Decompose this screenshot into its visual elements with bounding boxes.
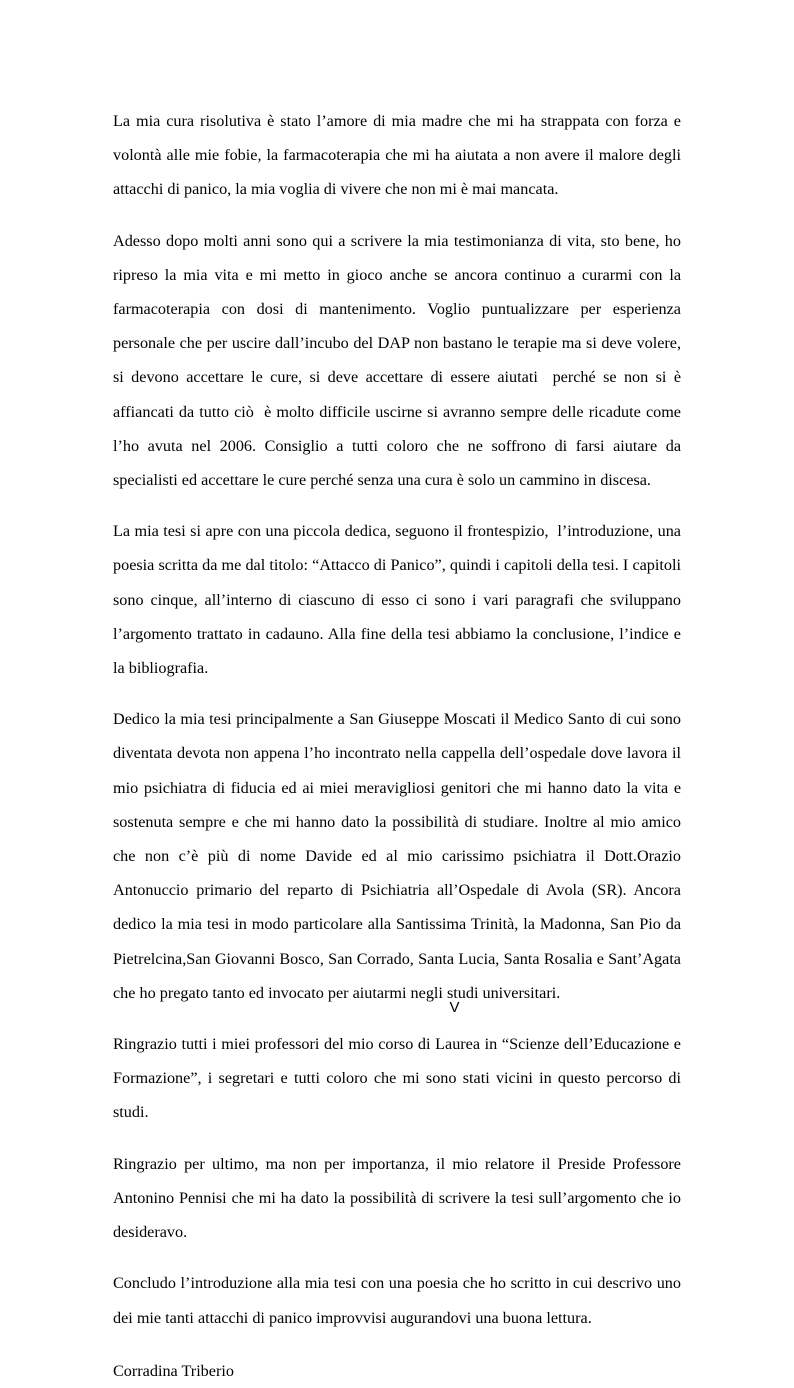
signature-block [113, 1354, 681, 1388]
page-number: V [449, 999, 460, 1016]
body-paragraph-4: Dedico la mia tesi principalmente a San Giuseppe Moscati il Medico Santo di cui sono diventata devota non appena l’ho incontrato nella cappella dell’ospedale dove lavora il mio psichiatra di fiducia ed ai miei meravigliosi genitori che mi hanno dato la vita e sostenuta sempre e che mi hanno dato la possibilità di studiare. Inoltre al mio amico che non c’è più di nome Davide ed al mio carissimo psichiatra il Dott.Orazio Antonuccio primario del reparto di Psichiatria all’Ospedale di Avola (SR). Ancora dedico la mia tesi in modo particolare alla Santissima Trinità, la Madonna, San Pio da Pietrelcina,San Giovanni Bosco, San Corrado, Santa Lucia, Santa Rosalia e Sant’Agata che ho pregato tanto ed invocato per aiutarmi negli studi universitari. [113, 710, 686, 1002]
body-paragraph-2: Adesso dopo molti anni sono qui a scrivere la mia testimonianza di vita, sto bene, ho ripreso la mia vita e mi metto in gioco anche se ancora continuo a curarmi con la farmacoterapia con dosi di mantenimento. Voglio puntualizzare per esperienza personale che per uscire dall’incubo del DAP non bastano le terapie ma si deve volere, si devono accettare le cure, si deve accettare di essere aiutati perché se non si è affiancati da tutto ciò è molto difficile uscirne si avranno sempre delle ricadute come l’ho avuta nel 2006. Consiglio a tutti coloro che ne soffrono di farsi aiutare da specialisti ed accettare le cure perché senza una cura è solo un cammino in discesa. [113, 231, 686, 490]
document-body [113, 104, 686, 1388]
body-paragraph-6: Ringrazio per ultimo, ma non per importanza, il mio relatore il Preside Professore Antonino Pennisi che mi ha dato la possibilità di scrivere la tesi sull’argomento che io desideravo. [113, 1154, 686, 1242]
body-paragraph-7: Concludo l’introduzione alla mia tesi con una poesia che ho scritto in cui descrivo uno dei mie tanti attacchi di panico improvvisi augurandovi una buona lettura. [113, 1274, 686, 1327]
body-paragraph-1: La mia cura risolutiva è stato l’amore di mia madre che mi ha strappata con forza e volontà alle mie fobie, la farmacoterapia che mi ha aiutata a non avere il malore degli attacchi di panico, la mia voglia di vivere che non mi è mai mancata. [113, 112, 686, 199]
body-paragraph-5: Ringrazio tutti i miei professori del mio corso di Laurea in “Scienze dell’Educazione e Formazione”, i segretari e tutti coloro che mi sono stati vicini in questo percorso di studi. [113, 1035, 686, 1122]
author-signature: Corradina Triberio [113, 1361, 234, 1380]
body-paragraph-3: La mia tesi si apre con una piccola dedica, seguono il frontespizio, l’introduzione, una poesia scritta da me dal titolo: “Attacco di Panico”, quindi i capitoli della tesi. I capitoli sono cinque, all’interno di ciascuno di esso ci sono i vari paragrafi che sviluppano l’argomento trattato in cadauno. Alla fine della tesi abbiamo la conclusione, l’indice e la bibliografia. [113, 522, 686, 678]
